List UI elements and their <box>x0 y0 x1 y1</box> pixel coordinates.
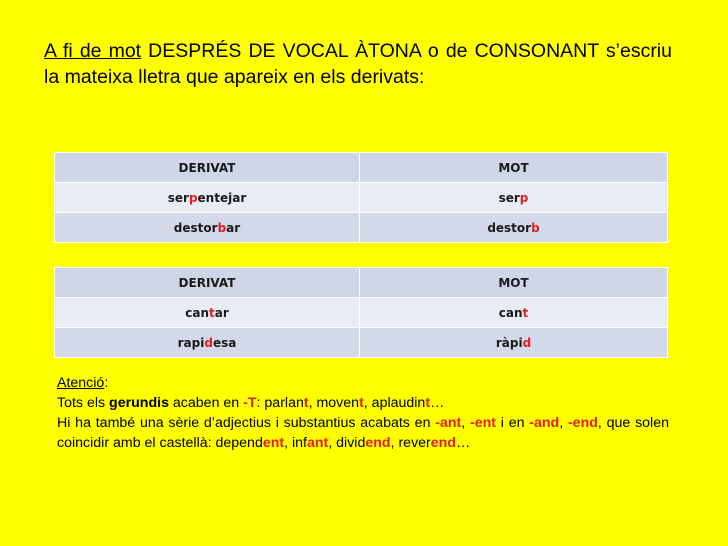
note-line-adjectives: Hi ha també una sèrie d’adjectius i substantius acabats en -ant, -ent i en -and, -end, que solen coincidir amb el castellà: dependent, infant, dividend, reverend… <box>57 415 669 451</box>
cell-mot: serp <box>360 183 668 213</box>
header-mot: MOT <box>360 268 668 298</box>
note-label-line: Atenció: <box>57 375 109 391</box>
header-derivat: DERIVAT <box>55 153 360 183</box>
cell-mot: ràpid <box>360 328 668 358</box>
table-row <box>55 183 668 213</box>
note-label: Atenció <box>57 375 105 391</box>
table-row <box>55 213 668 243</box>
note-line-gerunds: Tots els gerundis acaben en -T: parlant, movent, aplaudint… <box>57 395 445 411</box>
derivatives-table-2 <box>54 267 668 358</box>
cell-derivat: rapidesa <box>55 328 360 358</box>
attention-note <box>57 373 669 453</box>
gerundis-term: gerundis <box>109 395 169 411</box>
cell-derivat: serpentejar <box>55 183 360 213</box>
cell-derivat: cantar <box>55 298 360 328</box>
table-header-row <box>55 153 668 183</box>
header-derivat: DERIVAT <box>55 268 360 298</box>
intro-underlined-text: A fi de mot <box>44 40 142 62</box>
intro-text: DESPRÉS DE VOCAL ÀTONA o de CONSONANT s’escriu la mateixa lletra que apareix en els derivats: <box>44 40 672 88</box>
cell-mot: cant <box>360 298 668 328</box>
derivatives-table-1 <box>54 152 668 243</box>
table-row <box>55 298 668 328</box>
table-header-row <box>55 268 668 298</box>
header-mot: MOT <box>360 153 668 183</box>
cell-derivat: destorbar <box>55 213 360 243</box>
table-row <box>55 328 668 358</box>
cell-mot: destorb <box>360 213 668 243</box>
intro-paragraph <box>44 38 672 90</box>
